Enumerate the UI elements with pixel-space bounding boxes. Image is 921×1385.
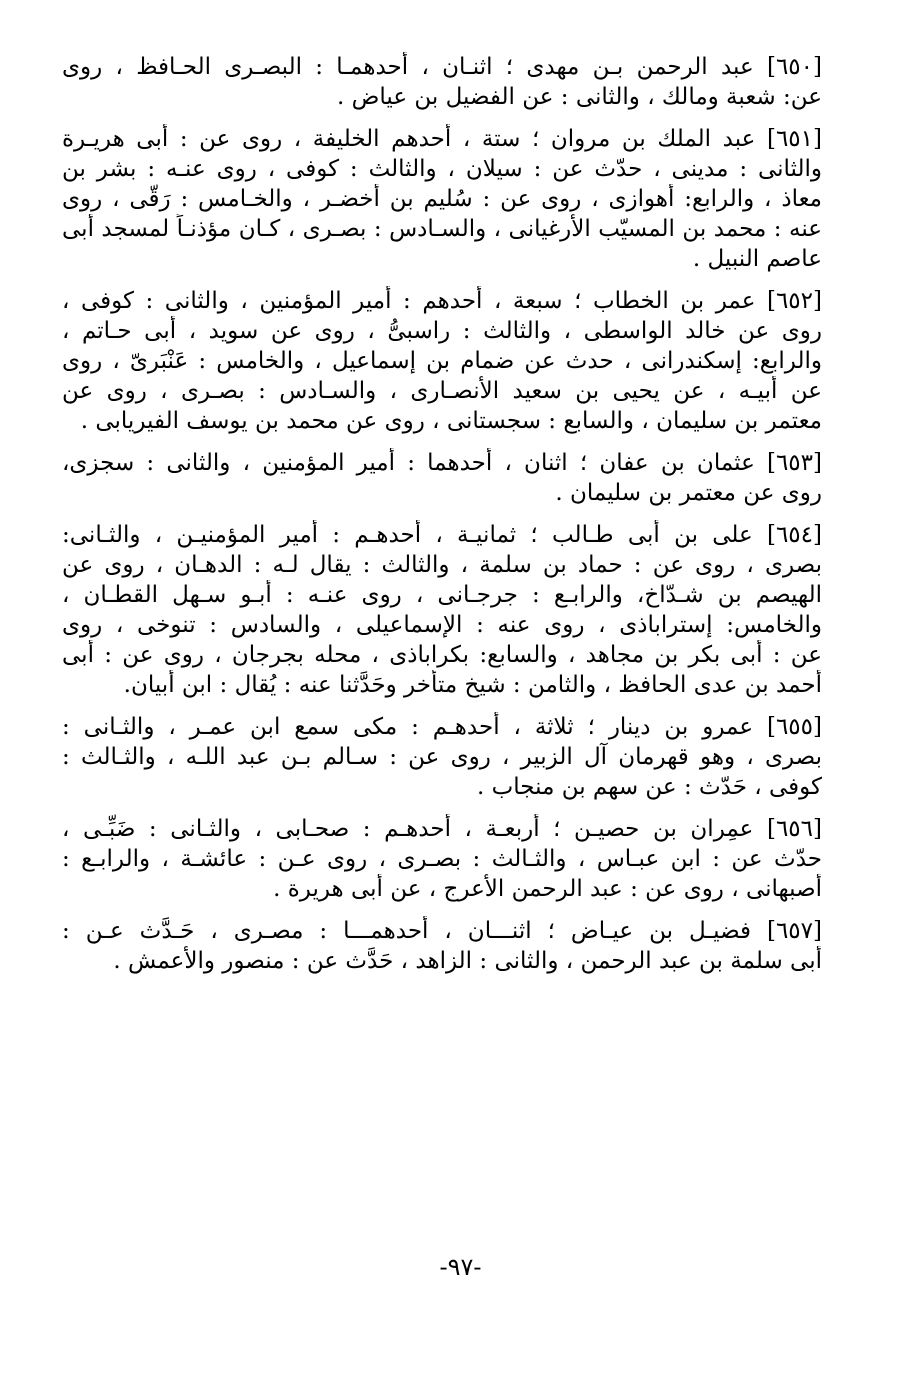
entry-line: أصبهانى ، روى عن : عبد الرحمن الأعرج ، عن أبى هريرة . bbox=[273, 876, 822, 902]
entry-653 bbox=[62, 448, 822, 508]
entry-line: [٦٥٧] فضيـل بن عيـاض ؛ اثنـــان ، أحدهمـــا : مصـرى ، حَـدَّث عـن : bbox=[62, 918, 822, 944]
entry-line: بصرى ، وهو قهرمان آل الزبير ، روى عن : سـالم بـن عبد اللـه ، والثـالث : bbox=[62, 744, 822, 770]
entry-655 bbox=[62, 712, 822, 802]
entry-line: عنه : محمد بن المسيّب الأرغيانى ، والسـادس : بصـرى ، كـان مؤذنـاً لمسجد أبى bbox=[62, 216, 822, 242]
entry-650 bbox=[62, 52, 822, 112]
entry-line: [٦٥٣] عثمان بن عفان ؛ اثنان ، أحدهما : أمير المؤمنين ، والثانى : سجزى، bbox=[62, 450, 822, 476]
entry-line: الهيصم بن شـدّاخ، والرابـع : جرجـانى ، روى عنـه : أبـو سـهل القطـان ، bbox=[62, 582, 822, 608]
page-body bbox=[62, 52, 822, 988]
entry-line: عن أبيـه ، عن يحيى بن سعيد الأنصـارى ، والسـادس : بصـرى ، روى عن bbox=[62, 378, 822, 404]
entry-line: حدّث عن : ابن عبـاس ، والثـالث : بصـرى ، روى عـن : عائشـة ، والرابـع : bbox=[62, 846, 822, 872]
entry-line: بصرى ، روى عن : حماد بن سلمة ، والثالث : يقال لـه : الدهـان ، روى عن bbox=[62, 552, 822, 578]
entry-657 bbox=[62, 916, 822, 976]
entry-line: أبى سلمة بن عبد الرحمن ، والثانى : الزاهد ، حَدَّث عن : منصور والأعمش . bbox=[113, 948, 822, 974]
entry-line: والخامس: إستراباذى ، روى عنه : الإسماعيلى ، والسادس : تنوخى ، روى bbox=[62, 612, 822, 638]
entry-line: كوفى ، حَدّث : عن سهم بن منجاب . bbox=[477, 774, 822, 800]
entry-line: [٦٥٦] عمِران بن حصيـن ؛ أربعـة ، أحدهـم : صحـابى ، والثـانى : ضَبِّـى ، bbox=[62, 816, 822, 842]
entry-line: أحمد بن عدى الحافظ ، والثامن : شيخ متأخر وحَدَّثنا عنه : يُقال : ابن أبيان. bbox=[123, 672, 822, 698]
entry-line: والرابع: إسكندرانى ، حدث عن ضمام بن إسماعيل ، والخامس : عَنْبَرىّ ، روى bbox=[62, 348, 822, 374]
entry-line: روى عن معتمر بن سليمان . bbox=[555, 480, 822, 506]
entry-line: [٦٥٢] عمر بن الخطاب ؛ سبعة ، أحدهم : أمير المؤمنين ، والثانى : كوفى ، bbox=[62, 288, 822, 314]
page-number: -٩٧- bbox=[439, 1253, 482, 1281]
entry-654 bbox=[62, 520, 822, 700]
entry-652 bbox=[62, 286, 822, 436]
entry-line: معاذ ، والرابع: أهوازى ، روى عن : سُليم بن أخضـر ، والخـامس : رَقّى ، روى bbox=[62, 186, 822, 212]
entry-line: [٦٥٤] على بن أبى طـالب ؛ ثمانيـة ، أحدهـم : أمير المؤمنيـن ، والثـانى: bbox=[62, 522, 822, 548]
entry-656 bbox=[62, 814, 822, 904]
entry-line: روى عن خالد الواسطى ، والثالث : راسبىُّ ، روى عن سويد ، أبى حـاتم ، bbox=[62, 318, 822, 344]
entry-line: عاصم النبيل . bbox=[692, 246, 822, 272]
entry-line: عن : أبى بكر بن مجاهد ، والسابع: بكراباذى ، محله بجرجان ، روى عن : أبى bbox=[62, 642, 822, 668]
entry-line: عن: شعبة ومالك ، والثانى : عن الفضيل بن عياض . bbox=[336, 84, 822, 110]
entry-line: [٦٥١] عبد الملك بن مروان ؛ ستة ، أحدهم الخليفة ، روى عن : أبى هريـرة bbox=[62, 126, 822, 152]
entry-line: معتمر بن سليمان ، والسابع : سجستانى ، روى عن محمد بن يوسف الفيريابى . bbox=[80, 408, 822, 434]
entry-line: والثانى : مدينى ، حدّث عن : سيلان ، والثالث : كوفى ، روى عنـه : بشر بن bbox=[62, 156, 822, 182]
entry-651 bbox=[62, 124, 822, 274]
entry-line: [٦٥٠] عبد الرحمن بـن مهدى ؛ اثنـان ، أحدهمـا : البصـرى الحـافظ ، روى bbox=[62, 54, 822, 80]
entry-line: [٦٥٥] عمرو بن دينار ؛ ثلاثة ، أحدهـم : مكى سمع ابن عمـر ، والثـانى : bbox=[62, 714, 822, 740]
